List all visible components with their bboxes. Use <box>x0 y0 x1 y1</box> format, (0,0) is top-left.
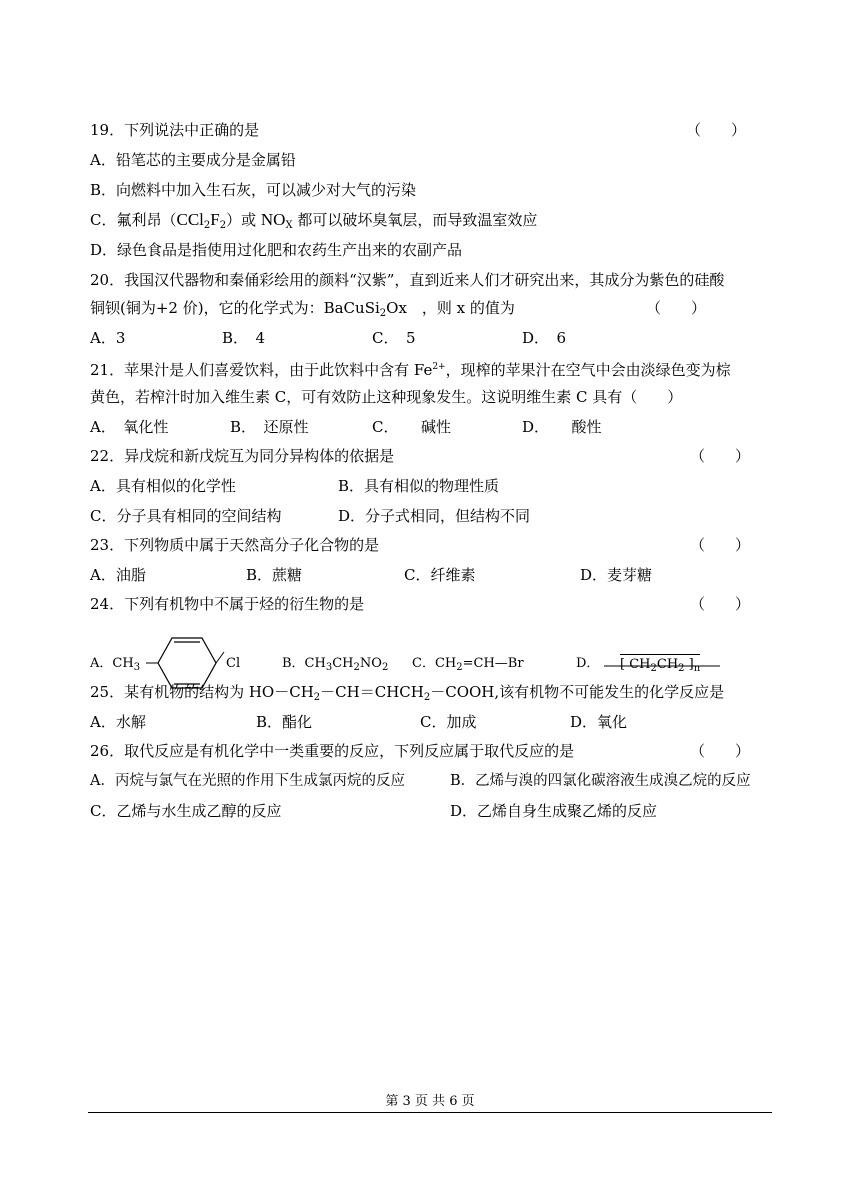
q22-option-d: D．分子式相同，但结构不同 <box>338 507 531 525</box>
q19-c-post: 都可以破坏臭氧层，而导致温室效应 <box>292 211 538 229</box>
q24-option-d <box>576 654 599 674</box>
q25-stem-post: －COOH,该有机物不可能发生的化学反应是 <box>430 683 725 701</box>
q20-option-a: A．3 <box>90 329 126 347</box>
q23-option-b: B．蔗糖 <box>246 566 303 584</box>
q19-c-ccl: CCl <box>176 210 204 229</box>
q19-c-pre: C．氟利昂（ <box>90 211 177 229</box>
q22-answer-paren: （ ） <box>690 447 751 465</box>
q20-line2-post: Ox ，则 x 的值为 <box>386 299 515 317</box>
q24-a-sub: 3 <box>133 662 141 673</box>
q24-b-pre: B．CH <box>282 656 326 671</box>
q21-option-b: B． 还原性 <box>230 418 309 436</box>
q23-option-c: C．纤维素 <box>404 566 476 584</box>
q20-option-d: D． 6 <box>522 329 567 347</box>
q20-option-b: B． 4 <box>222 329 266 347</box>
q22-option-a: A．具有相似的化学性 <box>90 477 236 495</box>
q24-answer-paren: （ ） <box>690 595 751 613</box>
q26-answer-paren: （ ） <box>690 742 751 760</box>
q22-option-b: B．具有相似的物理性质 <box>338 477 500 495</box>
q19-option-d: D．绿色食品是指使用过化肥和农药生产出来的农副产品 <box>90 241 463 259</box>
q19-c-f: F <box>210 210 220 229</box>
q24-a-cl: Cl <box>226 656 241 671</box>
q24-d-poly2: CH <box>656 657 679 672</box>
q25-s1: 2 <box>313 692 321 703</box>
q25-option-b: B．酯化 <box>256 713 313 731</box>
q19-stem: 19．下列说法中正确的是 <box>90 121 260 139</box>
q25-s2: 2 <box>423 692 431 703</box>
q21-option-d: D． 酸性 <box>522 418 602 436</box>
q20-line1: 20．我国汉代器物和秦俑彩绘用的颜料“汉紫”，直到近来人们才研究出来，其成分为紫色的硅酸 <box>90 271 725 289</box>
q24-d-s1: 2 <box>650 663 657 674</box>
q21-line1-sup: 2+ <box>432 362 446 372</box>
q24-d-close: ] <box>684 657 694 672</box>
q26-stem: 26．取代反应是有机化学中一类重要的反应，下列反应属于取代反应的是 <box>90 742 575 760</box>
q24-option-b <box>282 654 388 678</box>
q22-stem: 22．异戊烷和新戊烷互为同分异构体的依据是 <box>90 447 395 465</box>
footer-rule <box>88 1112 772 1113</box>
q24-b-mid: CH <box>332 656 354 671</box>
q24-d-poly: [ CH <box>620 657 651 672</box>
q19-c-mid: ）或 <box>226 211 261 229</box>
q24-b-no: NO <box>359 656 382 671</box>
q24-option-a-label <box>90 654 140 678</box>
q26-option-a: A．丙烷与氯气在光照的作用下生成氯丙烷的反应 <box>90 773 405 789</box>
q24-option-c <box>412 654 524 678</box>
q23-option-a: A．油脂 <box>90 566 146 584</box>
q19-c-no: NO <box>260 210 286 229</box>
q21-line2: 黄色，若榨汁时加入维生素 C，可有效防止这种现象发生。这说明维生素 C 具有（ ） <box>90 388 683 406</box>
q25-option-c: C．加成 <box>420 713 477 731</box>
q19-c-subx: X <box>285 220 293 231</box>
q20-line2-pre: 铜钡(铜为+2 价)，它的化学式为：BaCuSi <box>90 299 380 317</box>
q21-line1 <box>90 357 731 380</box>
q21-option-a: A． 氧化性 <box>90 418 169 436</box>
q20-line2-sub: 2 <box>379 308 387 319</box>
q19-option-a: A．铅笔芯的主要成分是金属铅 <box>90 151 296 169</box>
q24-d-pre: D． <box>576 656 600 671</box>
q24-a-pre: A．CH <box>90 656 134 671</box>
q24-c-post: =CH—Br <box>462 656 524 671</box>
q26-option-b: B．乙烯与溴的四氯化碳溶液生成溴乙烷的反应 <box>450 773 751 789</box>
page-number: 第 3 页 共 6 页 <box>385 1094 475 1109</box>
q24-c-pre: C．CH <box>412 656 457 671</box>
q25-option-d: D．氧化 <box>570 713 628 731</box>
q25-stem-mid: －CH＝CHCH <box>320 683 424 701</box>
q20-option-c: C． 5 <box>372 329 416 347</box>
q24-b-s3: 2 <box>381 662 389 673</box>
q24-stem: 24．下列有机物中不属于烃的衍生物的是 <box>90 595 365 613</box>
q23-stem: 23．下列物质中属于天然高分子化合物的是 <box>90 536 380 554</box>
q22-option-c: C．分子具有相同的空间结构 <box>90 507 282 525</box>
q24-c-s1: 2 <box>456 662 463 673</box>
q24-d-s2: 2 <box>678 663 685 674</box>
q19-c-sub1: 2 <box>203 220 211 231</box>
q24-d-n: n <box>693 663 701 674</box>
q26-option-d: D．乙烯自身生成聚乙烯的反应 <box>450 802 658 820</box>
polymer-bond-line <box>604 664 720 668</box>
q24-b-s1: 3 <box>325 662 333 673</box>
q25-option-a: A．水解 <box>90 713 146 731</box>
q19-option-b: B．向燃料中加入生石灰，可以减少对大气的污染 <box>90 181 417 199</box>
q20-line2 <box>90 298 515 324</box>
q19-answer-paren: （ ） <box>686 121 747 139</box>
q20-answer-paren: （ ） <box>646 299 707 317</box>
q25-stem-pre: 25．某有机物的结构为 HO－CH <box>90 683 314 701</box>
q26-option-c: C．乙烯与水生成乙醇的反应 <box>90 802 282 820</box>
q21-option-c: C． 碱性 <box>372 418 451 436</box>
q19-option-c <box>90 210 537 236</box>
q23-answer-paren: （ ） <box>690 536 751 554</box>
q24-b-s2: 2 <box>353 662 360 673</box>
q21-line1-pre: 21．苹果汁是人们喜爱饮料，由于此饮料中含有 Fe <box>90 361 433 379</box>
q25-stem <box>90 682 724 708</box>
q19-c-sub2: 2 <box>219 220 227 231</box>
q23-option-d: D．麦芽糖 <box>580 566 653 584</box>
q21-line1-post: ，现榨的苹果汁在空气中会由淡绿色变为棕 <box>445 361 731 379</box>
